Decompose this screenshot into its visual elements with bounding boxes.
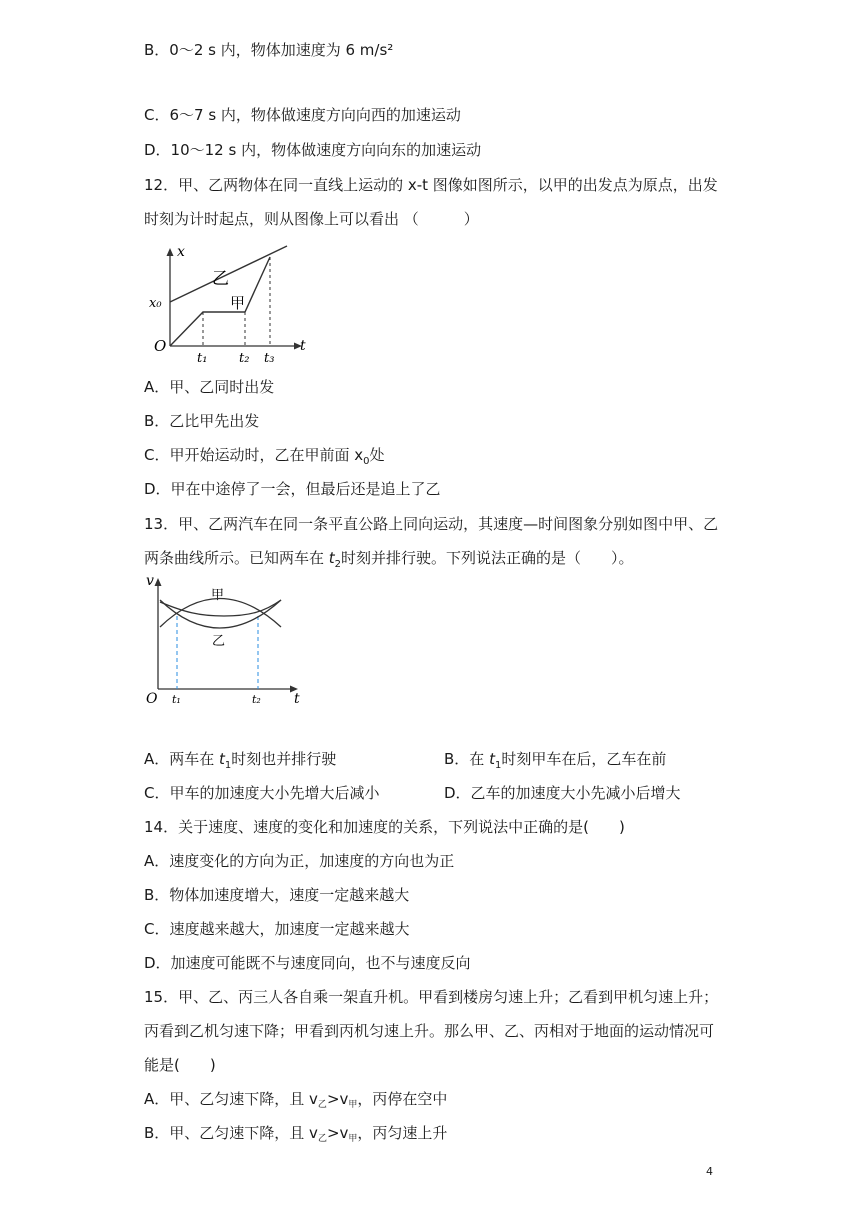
q12-jia-label: 甲 [230,294,246,312]
q15-option-b: B．甲、乙匀速下降，且 $v_乙>v_甲$，丙匀速上升 [144,1124,448,1144]
q11-option-b: B．0～2 s 内，物体加速度为 6 m/s² [144,41,394,59]
q12-xt-graph [144,238,319,368]
q13-yi-label: 乙 [212,634,226,649]
q13-vt-graph [144,570,314,710]
q12-x0-label: x₀ [149,296,162,311]
q13-origin-label: O [146,691,158,707]
q13-t1-label: t₁ [172,693,181,706]
q14-option-c: C．速度越来越大，加速度一定越来越大 [144,920,410,938]
q12-option-c: C．甲开始运动时，乙在甲前面 $x_0$处 [144,446,385,467]
q14-stem: 14．关于速度、速度的变化和加速度的关系，下列说法中正确的是( ) [144,818,625,836]
q15-stem-line2: 丙看到乙机匀速下降；甲看到丙机匀速上升。那么甲、乙、丙相对于地面的运动情况可 [144,1022,715,1040]
q12-origin-label: O [154,337,167,355]
q12-axis-x-label: x [177,244,185,260]
q14-option-a: A．速度变化的方向为正，加速度的方向也为正 [144,852,455,870]
q11-option-c: C．6～7 s 内，物体做速度方向向西的加速运动 [144,106,461,124]
q13-jia-label: 甲 [211,588,225,603]
q13-stem-line1: 13．甲、乙两汽车在同一条平直公路上同向运动，其速度—时间图象分别如图中甲、乙 [144,515,719,533]
q12-t1-label: t₁ [197,351,208,366]
page-number: 4 [706,1165,713,1178]
q12-option-a: A．甲、乙同时出发 [144,378,275,396]
q13-stem-line2: 两条曲线所示。已知两车在 $t_2$时刻并排行驶。下列说法正确的是（ ）。 [144,549,634,570]
q13-option-a: A．两车在 $t_1$时刻也并排行驶 [144,750,337,771]
q12-yi-label: 乙 [212,269,229,289]
q13-yi-curve [160,600,281,628]
q13-axis-t-label: t [294,691,300,707]
q12-stem-line2: 时刻为计时起点，则从图像上可以看出 （ ） [144,210,479,228]
q13-option-d: D．乙车的加速度大小先减小后增大 [444,784,681,802]
q12-axis-t-label: t [300,338,306,354]
q14-option-d: D．加速度可能既不与速度同向，也不与速度反向 [144,954,471,972]
q13-option-b: B．在 $t_1$时刻甲车在后，乙车在前 [444,750,667,771]
q13-t2-label: t₂ [252,693,261,706]
q15-stem-line1: 15．甲、乙、丙三人各自乘一架直升机。甲看到楼房匀速上升；乙看到甲机匀速上升； [144,988,719,1006]
q12-t3-label: t₃ [264,351,275,366]
q14-option-b: B．物体加速度增大，速度一定越来越大 [144,886,410,904]
q12-option-d: D．甲在中途停了一会，但最后还是追上了乙 [144,480,441,498]
q12-option-b: B．乙比甲先出发 [144,412,260,430]
q15-option-a: A．甲、乙匀速下降，且 $v_乙>v_甲$，丙停在空中 [144,1090,448,1110]
q12-stem-line1: 12．甲、乙两物体在同一直线上运动的 x-t 图像如图所示，以甲的出发点为原点，出发 [144,176,718,194]
q13-axis-v-label: v [146,573,154,589]
q15-stem-line3: 能是( ) [144,1056,216,1074]
q12-t2-label: t₂ [239,351,250,366]
q11-option-d: D．10～12 s 内，物体做速度方向向东的加速运动 [144,141,482,159]
q13-option-c: C．甲车的加速度大小先增大后减小 [144,784,380,802]
